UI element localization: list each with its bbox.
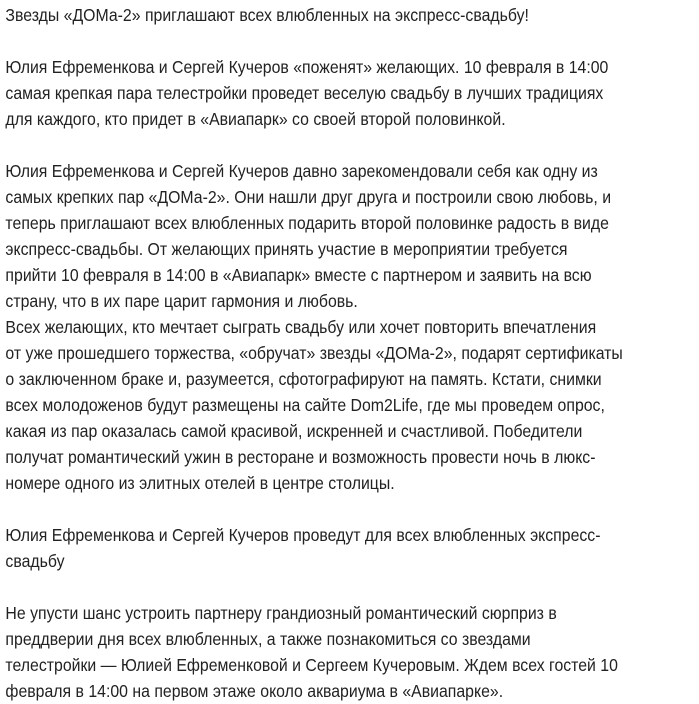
paragraph-line: для каждого, кто придет в «Авиапарк» со своей второй половинкой. [5, 109, 506, 129]
paragraph-details [5, 158, 675, 314]
paragraph-line: самых крепких пар «ДОМа-2». Они нашли друг друга и построили свою любовь, и [5, 187, 612, 207]
paragraph-line: получат романтический ужин в ресторане и возможность провести ночь в люкс- [5, 447, 596, 467]
paragraph-line: телестройки — Юлией Ефременковой и Сергеем Кучеровым. Ждем всех гостей 10 [5, 655, 618, 675]
paragraph-prizes [5, 314, 675, 496]
paragraph-line: Юлия Ефременкова и Сергей Кучеров проведут для всех влюбленных экспресс- [5, 525, 601, 545]
paragraph-line: Юлия Ефременкова и Сергей Кучеров давно зарекомендовали себя как одну из [5, 161, 598, 181]
paragraph-line: страну, что в их паре царит гармония и любовь. [5, 291, 358, 311]
paragraph-line: всех молодоженов будут размещены на сайте Dom2Life, где мы проведем опрос, [5, 395, 605, 415]
headline-text: Звезды «ДОМа-2» приглашают всех влюбленных на экспресс-свадьбу! [5, 5, 529, 25]
paragraph-line: о заключенном браке и, разумеется, сфотографируют на память. Кстати, снимки [5, 369, 602, 389]
paragraph-line: прийти 10 февраля в 14:00 в «Авиапарк» вместе с партнером и заявить на всю [5, 265, 592, 285]
paragraph-line: Всех желающих, кто мечтает сыграть свадьбу или хочет повторить впечатления [5, 317, 597, 337]
paragraph-intro [5, 54, 675, 132]
paragraph-line: от уже прошедшего торжества, «обручат» звезды «ДОМа-2», подарят сертификаты [5, 343, 623, 363]
article-headline [5, 2, 675, 28]
paragraph-caption [5, 522, 675, 574]
paragraph-line: какая из пар оказалась самой красивой, искренней и счастливой. Победители [5, 421, 583, 441]
paragraph-line: теперь приглашают всех влюбленных подарить второй половинке радость в виде [5, 213, 609, 233]
paragraph-line: Юлия Ефременкова и Сергей Кучеров «поженят» желающих. 10 февраля в 14:00 [5, 57, 609, 77]
paragraph-line: февраля в 14:00 на первом этаже около аквариума в «Авиапарке». [5, 681, 504, 701]
paragraph-line: свадьбу [5, 551, 65, 571]
paragraph-line: самая крепкая пара телестройки проведет веселую свадьбу в лучших традициях [5, 83, 604, 103]
paragraph-invitation [5, 600, 675, 704]
paragraph-line: экспресс-свадьбы. От желающих принять участие в мероприятии требуется [5, 239, 568, 259]
paragraph-line: номере одного из элитных отелей в центре столицы. [5, 473, 395, 493]
paragraph-line: преддверии дня всех влюбленных, а также познакомиться со звездами [5, 629, 531, 649]
paragraph-line: Не упусти шанс устроить партнеру грандиозный романтический сюрприз в [5, 603, 557, 623]
